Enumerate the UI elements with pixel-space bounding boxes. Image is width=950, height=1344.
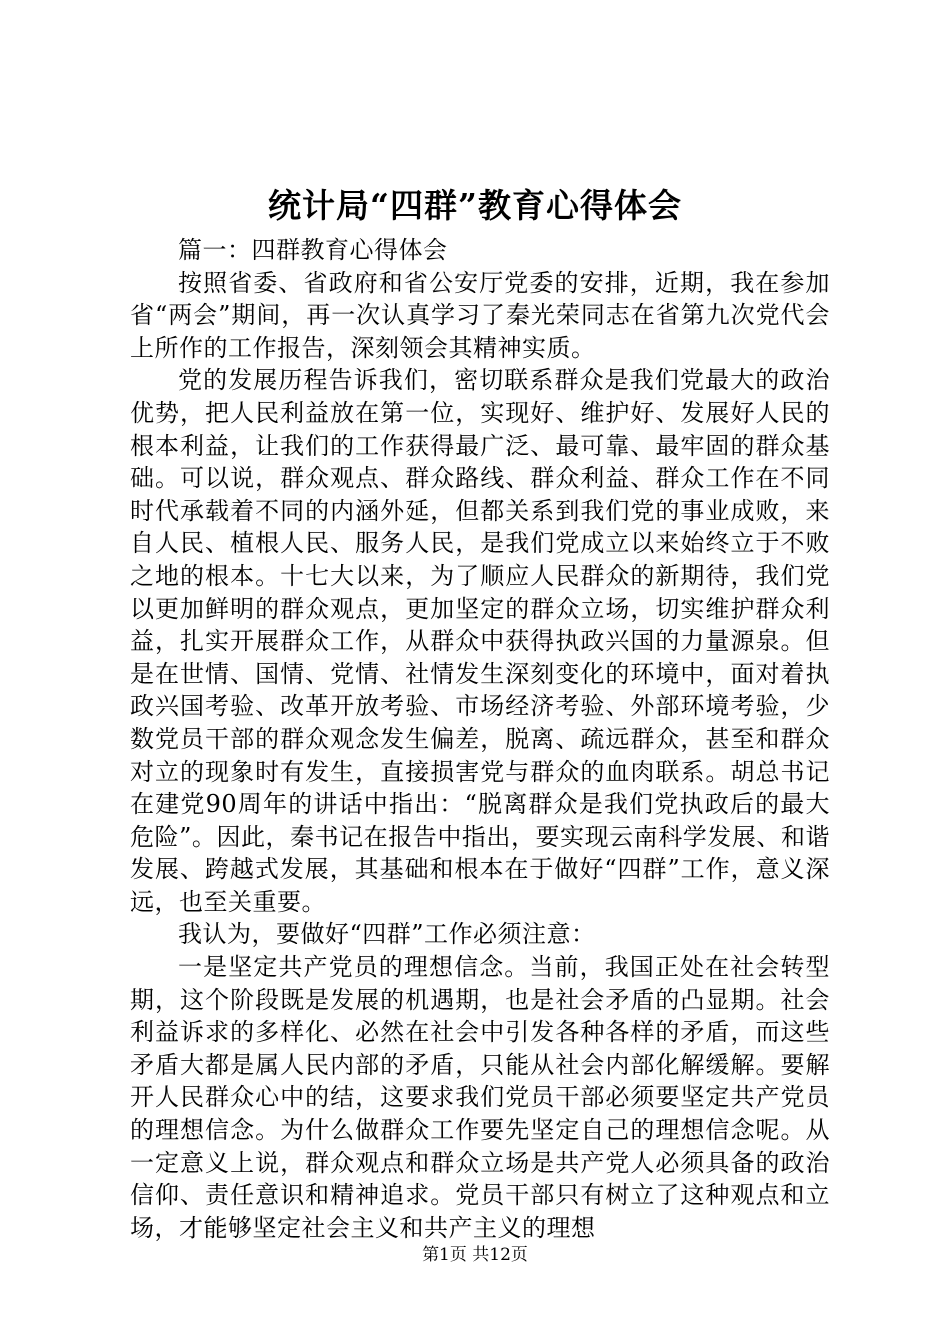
page-footer: 第1页 共12页 bbox=[422, 1245, 528, 1265]
body-paragraph: 党的发展历程告诉我们，密切联系群众是我们党最大的政治优势，把人民利益放在第一位，实现好、维护好、发展好人民的根本利益，让我们的工作获得最广泛、最可靠、最牢固的群众基础。可以说，群众观点、群众路线、群众利益、群众工作在不同时代承载着不同的内涵外延，但都关系到我们党的事业成败，来自人民、植根人民、服务人民，是我们党成立以来始终立于不败之地的根本。十七大以来，为了顺应人民群众的新期待，我们党以更加鲜明的群众观点，更加坚定的群众立场，切实维护群众利益，扎实开展群众工作，从群众中获得执政兴国的力量源泉。但是在世情、国情、党情、社情发生深刻变化的环境中，面对着执政兴国考验、改革开放考验、市场经济考验、外部环境考验，少数党员干部的群众观念发生偏差，脱离、疏远群众，甚至和群众对立的现象时有发生，直接损害党与群众的血肉联系。胡总书记在建党90周年的讲话中指出：“脱离群众是我们党执政后的最大危险”。因此，秦书记在报告中指出，要实现云南科学发展、和谐发展、跨越式发展，其基础和根本在于做好“四群”工作，意义深远，也至关重要。 bbox=[130, 366, 830, 916]
body-paragraph: 我认为，要做好“四群”工作必须注意： bbox=[178, 920, 596, 949]
body-paragraph: 一是坚定共产党员的理想信念。当前，我国正处在社会转型期，这个阶段既是发展的机遇期，也是社会矛盾的凸显期。社会利益诉求的多样化、必然在社会中引发各种各样的矛盾，而这些矛盾大都是属人民内部的矛盾，只能从社会内部化解缓解。要解开人民群众心中的结，这要求我们党员干部必须要坚定共产党员的理想信念。为什么做群众工作要先坚定自己的理想信念呢。从一定意义上说，群众观点和群众立场是共产党人必须具备的政治信仰、责任意识和精神追求。党员干部只有树立了这种观点和立场，才能够坚定社会主义和共产主义的理想 bbox=[130, 953, 830, 1242]
body-paragraph: 按照省委、省政府和省公安厅党委的安排，近期，我在参加省“两会”期间，再一次认真学习了秦光荣同志在省第九次党代会上所作的工作报告，深刻领会其精神实质。 bbox=[130, 268, 830, 362]
document-title: 统计局“四群”教育心得体会 bbox=[268, 186, 682, 225]
document-body bbox=[130, 234, 830, 1244]
section-heading: 篇一：四群教育心得体会 bbox=[178, 236, 448, 264]
